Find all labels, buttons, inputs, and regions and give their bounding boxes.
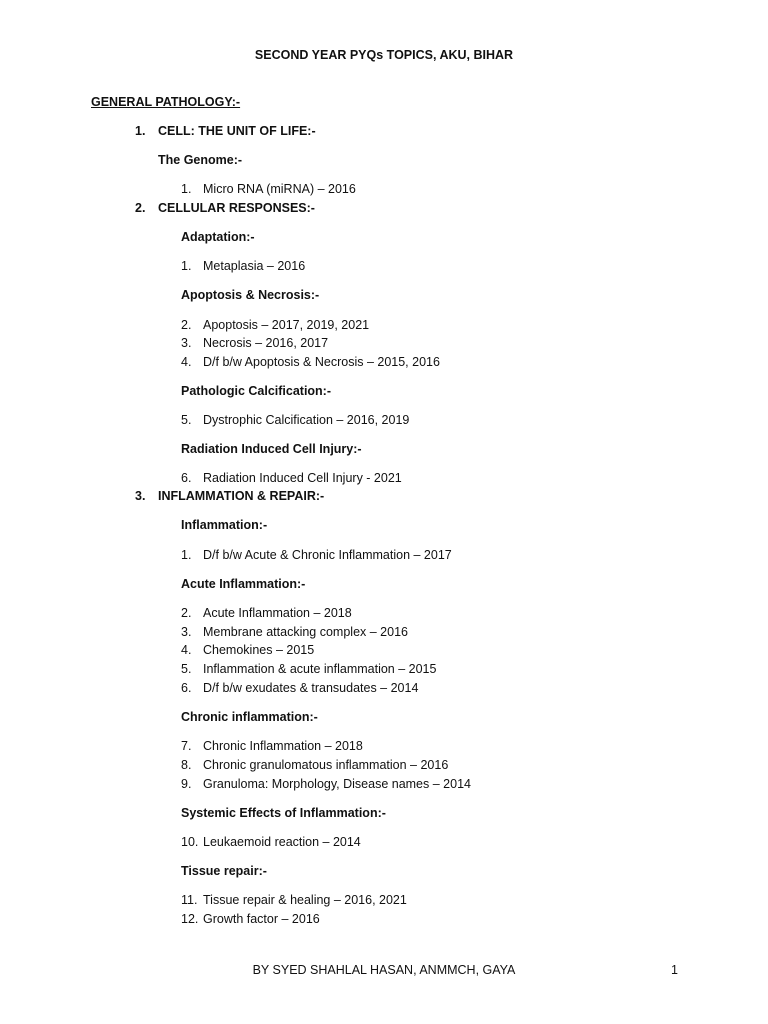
chapter-title: INFLAMMATION & REPAIR:- [158, 489, 325, 503]
subheading-systemic: Systemic Effects of Inflammation:- [181, 806, 386, 820]
list-item [181, 336, 328, 351]
subheading-calcification: Pathologic Calcification:- [181, 384, 332, 398]
subheading-radiation: Radiation Induced Cell Injury:- [181, 442, 362, 456]
item-text: Micro RNA (miRNA) – 2016 [203, 182, 356, 196]
list-item [181, 739, 363, 754]
list-item [181, 893, 407, 908]
item-number: 8. [181, 758, 192, 772]
item-text: D/f b/w Acute & Chronic Inflammation – 2017 [203, 548, 452, 562]
list-item [181, 758, 448, 773]
item-text: Inflammation & acute inflammation – 2015 [203, 662, 437, 676]
item-text: Granuloma: Morphology, Disease names – 2014 [203, 777, 471, 791]
item-text: Apoptosis – 2017, 2019, 2021 [203, 318, 370, 332]
chapter-title: CELL: THE UNIT OF LIFE:- [158, 124, 316, 138]
item-number: 1. [181, 548, 192, 562]
item-number: 2. [181, 318, 192, 332]
list-item [181, 259, 305, 274]
item-text: Metaplasia – 2016 [203, 259, 306, 273]
list-item [181, 835, 361, 850]
item-text: D/f b/w exudates & transudates – 2014 [203, 681, 419, 695]
item-number: 1. [181, 182, 192, 196]
item-number: 2. [181, 606, 192, 620]
item-number: 9. [181, 777, 192, 791]
item-text: Membrane attacking complex – 2016 [203, 625, 408, 639]
list-item [181, 318, 369, 333]
page-number: 1 [671, 963, 678, 977]
item-number: 5. [181, 662, 192, 676]
item-number: 6. [181, 681, 192, 695]
item-text: Chronic granulomatous inflammation – 2016 [203, 758, 449, 772]
subheading-genome: The Genome:- [158, 153, 243, 167]
item-number: 5. [181, 413, 192, 427]
chapter-number: 2. [135, 201, 146, 215]
list-item [181, 548, 452, 563]
footer-author: BY SYED SHAHLAL HASAN, ANMMCH, GAYA [252, 963, 516, 977]
list-item [181, 625, 408, 640]
item-number: 3. [181, 336, 192, 350]
page-title: SECOND YEAR PYQs TOPICS, AKU, BIHAR [254, 48, 514, 62]
item-number: 1. [181, 259, 192, 273]
item-text: Necrosis – 2016, 2017 [203, 336, 329, 350]
list-item [181, 662, 436, 677]
item-number: 11. [181, 893, 198, 907]
list-item [181, 681, 418, 696]
list-item [181, 643, 314, 658]
list-item [181, 471, 402, 486]
list-item [181, 413, 409, 428]
item-number: 10. [181, 835, 199, 849]
item-text: Chronic Inflammation – 2018 [203, 739, 363, 753]
item-number: 4. [181, 643, 192, 657]
item-text: Tissue repair & healing – 2016, 2021 [203, 893, 407, 907]
list-item [181, 355, 440, 370]
chapter-title: CELLULAR RESPONSES:- [158, 201, 315, 215]
item-text: Dystrophic Calcification – 2016, 2019 [203, 413, 410, 427]
subheading-inflammation: Inflammation:- [181, 518, 268, 532]
item-number: 12. [181, 912, 199, 926]
subheading-tissue-repair: Tissue repair:- [181, 864, 267, 878]
item-text: Leukaemoid reaction – 2014 [203, 835, 361, 849]
subheading-apoptosis: Apoptosis & Necrosis:- [181, 288, 320, 302]
item-text: Chemokines – 2015 [203, 643, 315, 657]
list-item [181, 182, 356, 197]
list-item [181, 912, 320, 927]
item-number: 6. [181, 471, 192, 485]
subheading-chronic: Chronic inflammation:- [181, 710, 318, 724]
item-number: 3. [181, 625, 192, 639]
item-text: Acute Inflammation – 2018 [203, 606, 352, 620]
chapter-number: 1. [135, 124, 146, 138]
chapter-number: 3. [135, 489, 146, 503]
subheading-acute: Acute Inflammation:- [181, 577, 306, 591]
item-text: Radiation Induced Cell Injury - 2021 [203, 471, 402, 485]
list-item [181, 777, 471, 792]
item-text: D/f b/w Apoptosis & Necrosis – 2015, 2016 [203, 355, 440, 369]
item-number: 7. [181, 739, 192, 753]
item-number: 4. [181, 355, 192, 369]
section-title: GENERAL PATHOLOGY:- [91, 95, 241, 109]
list-item [181, 606, 352, 621]
item-text: Growth factor – 2016 [203, 912, 320, 926]
subheading-adaptation: Adaptation:- [181, 230, 255, 244]
